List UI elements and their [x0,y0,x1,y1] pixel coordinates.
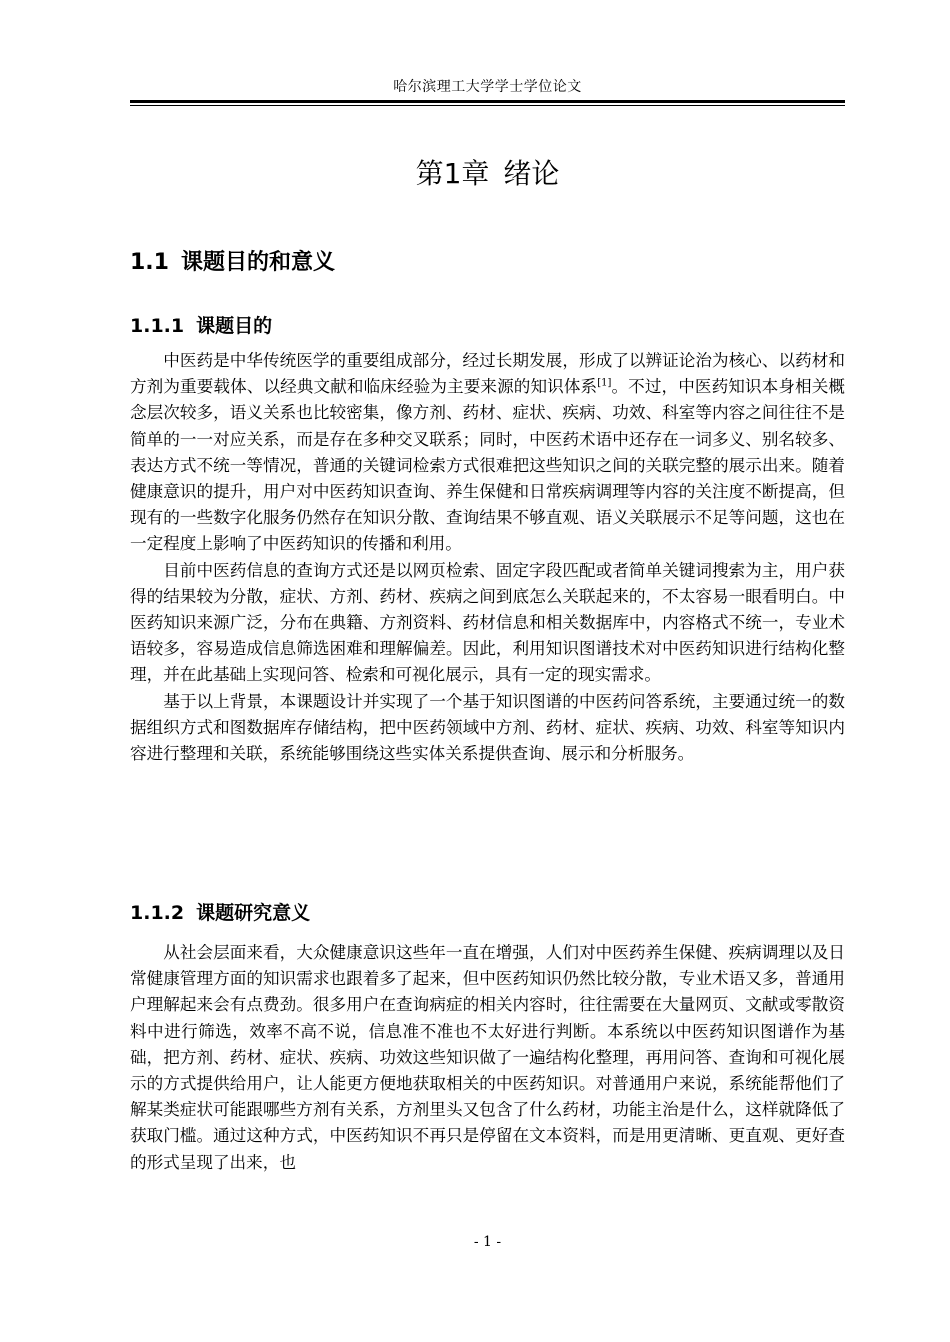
paragraph-text: 中医药是中华传统医学的重要组成部分，经过长期发展，形成了以辨证论治为核心、以药材和方剂为重要载体、以经典文献和临床经验为主要来源的知识体系 [130,351,845,397]
section-1-1-2-body [130,940,845,1176]
paragraph-text: 。不过，中医药知识本身相关概念层次较多，语义关系也比较密集，像方剂、药材、症状、疾病、功效、科室等内容之间往往不是简单的一一对应关系，而是存在多种交叉联系；同时，中医药术语中还存在一词多义、别名较多、表达方式不统一等情况，普通的关键词检索方式很难把这些知识之间的关联完整的展示出来。随着健康意识的提升，用户对中医药知识查询、养生保健和日常疾病调理等内容的关注度不断提高，但现有的一些数字化服务仍然存在知识分散、查询结果不够直观、语义关联展示不足等问题，这也在一定程度上影响了中医药知识的传播和利用。 [130,377,845,554]
section-heading-1-1-2 [130,898,310,928]
chapter-name: 绪论 [503,157,560,190]
paragraph: 基于以上背景，本课题设计并实现了一个基于知识图谱的中医药问答系统，主要通过统一的数据组织方式和图数据库存储结构，把中医药领域中方剂、药材、症状、疾病、功效、科室等知识内容进行整理和关联，系统能够围绕这些实体关系提供查询、展示和分析服务。 [130,691,845,764]
header-rule [130,100,845,106]
section-title: 课题目的 [196,315,273,337]
section-title: 课题目的和意义 [180,250,335,275]
citation-reference[interactable]: [1] [597,377,612,389]
section-number: 1.1.1 [130,315,185,337]
section-title: 课题研究意义 [196,902,311,924]
chapter-title [130,154,845,194]
section-number: 1.1.2 [130,902,185,924]
running-header: 哈尔滨理工大学学士学位论文 [393,79,582,95]
section-1-1-1-body [130,348,845,767]
chapter-number: 第1章 [415,157,490,190]
section-number: 1.1 [130,250,169,275]
section-heading-1-1 [130,246,335,280]
page-number: - 1 - [473,1234,502,1250]
paragraph: 从社会层面来看，大众健康意识这些年一直在增强，人们对中医药养生保健、疾病调理以及日常健康管理方面的知识需求也跟着多了起来，但中医药知识仍然比较分散，专业术语又多，普通用户理解起来会有点费劲。很多用户在查询病症的相关内容时，往往需要在大量网页、文献或零散资料中进行筛选，效率不高不说，信息准不准也不太好进行判断。本系统以中医药知识图谱作为基础，把方剂、药材、症状、疾病、功效这些知识做了一遍结构化整理，再用问答、查询和可视化展示的方式提供给用户，让人能更方便地获取相关的中医药知识。对普通用户来说，系统能帮他们了解某类症状可能跟哪些方剂有关系，方剂里头又包含了什么药材，功能主治是什么，这样就降低了获取门槛。通过这种方式，中医药知识不再只是停留在文本资料，而是用更清晰、更直观、更好查的形式呈现了出来，也 [130,943,845,1172]
paragraph: 目前中医药信息的查询方式还是以网页检索、固定字段匹配或者简单关键词搜索为主，用户获得的结果较为分散，症状、方剂、药材、疾病之间到底怎么关联起来的，不太容易一眼看明白。中医药知识来源广泛，分布在典籍、方剂资料、药材信息和相关数据库中，内容格式不统一，专业术语较多，容易造成信息筛选困难和理解偏差。因此，利用知识图谱技术对中医药知识进行结构化整理，并在此基础上实现问答、检索和可视化展示，具有一定的现实需求。 [130,560,845,685]
paragraph [130,348,845,558]
section-heading-1-1-1 [130,311,272,341]
